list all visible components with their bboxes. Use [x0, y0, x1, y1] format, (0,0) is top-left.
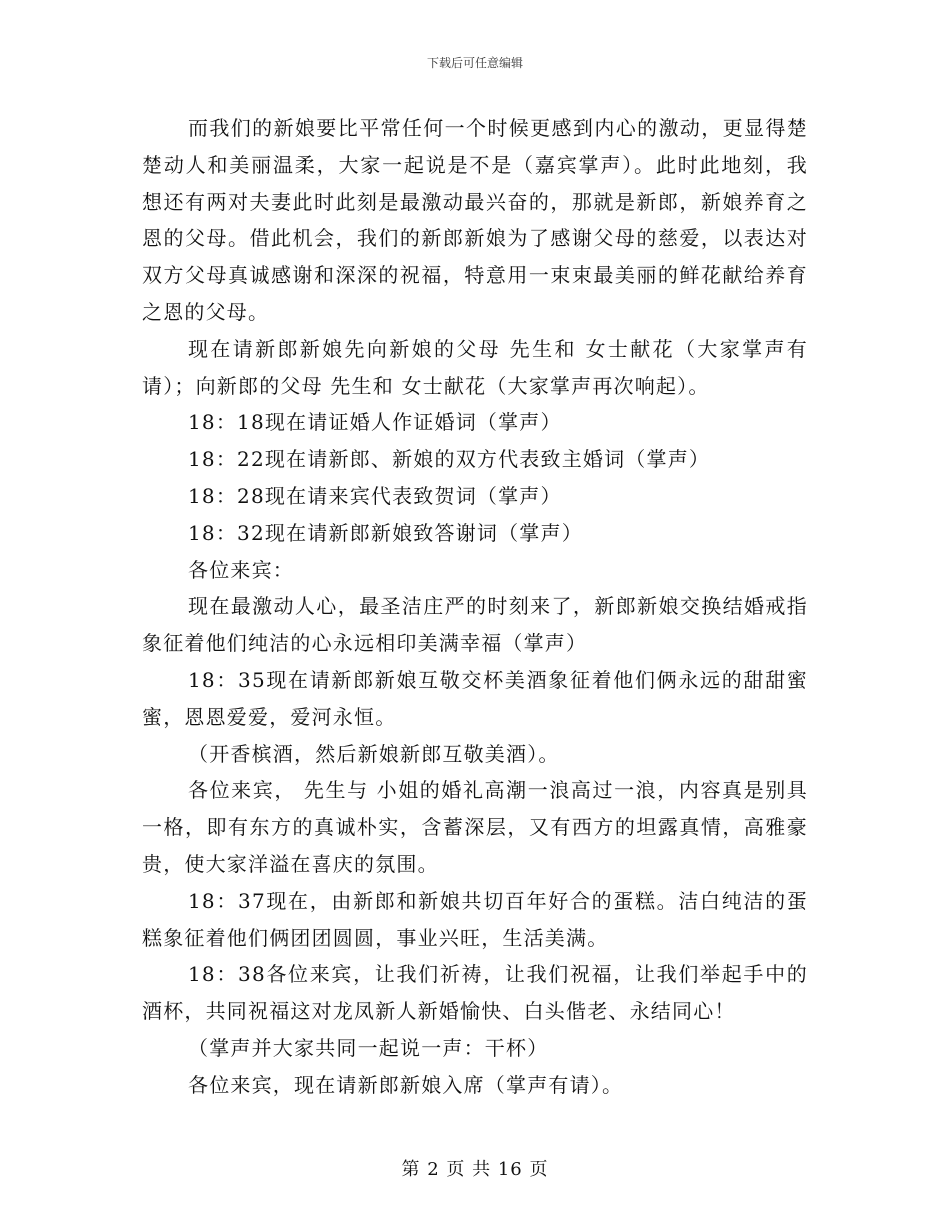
paragraph: 18：35现在请新郎新娘互敬交杯美酒象征着他们俩永远的甜甜蜜蜜，恩恩爱爱，爱河永恒。 [142, 667, 808, 729]
paragraph: 18：37现在，由新郎和新娘共切百年好合的蛋糕。洁白纯洁的蛋糕象征着他们俩团团圆圆，事业兴旺，生活美满。 [142, 888, 808, 950]
document-body [142, 110, 808, 1104]
paragraph: （开香槟酒，然后新娘新郎互敬美酒）。 [188, 741, 560, 766]
paragraph: 18：38各位来宾，让我们祈祷，让我们祝福，让我们举起手中的酒杯，共同祝福这对龙凤新人新婚愉快、白头偕老、永结同心！ [142, 962, 808, 1024]
paragraph: 现在最激动人心，最圣洁庄严的时刻来了，新郎新娘交换结婚戒指象征着他们纯洁的心永远相印美满幸福（掌声） [142, 594, 808, 656]
paragraph: 18：32现在请新郎新娘致答谢词（掌声） [188, 520, 583, 545]
paragraph: 18：22现在请新郎、新娘的双方代表致主婚词（掌声） [188, 447, 711, 472]
page-header: 下载后可任意编辑 [426, 56, 523, 70]
paragraph: 18：18现在请证婚人作证婚词（掌声） [188, 410, 562, 435]
paragraph: 18：28现在请来宾代表致贺词（掌声） [188, 483, 562, 508]
paragraph: 各位来宾： [188, 557, 294, 582]
paragraph: 各位来宾，现在请新郎新娘入席（掌声有请）。 [188, 1072, 624, 1097]
paragraph: 而我们的新娘要比平常任何一个时候更感到内心的激动，更显得楚楚动人和美丽温柔，大家一起说是不是（嘉宾掌声）。此时此地刻，我想还有两对夫妻此时此刻是最激动最兴奋的，那就是新郎，新娘养育之恩的父母。借此机会，我们的新郎新娘为了感谢父母的慈爱，以表达对双方父母真诚感谢和深深的祝福，特意用一束束最美丽的鲜花献给养育之恩的父母。 [142, 116, 808, 324]
paragraph: 各位来宾， 先生与 小姐的婚礼高潮一浪高过一浪，内容真是别具一格，即有东方的真诚朴实，含蓄深层，又有西方的坦露真情，高雅豪贵，使大家洋溢在喜庆的氛围。 [142, 778, 808, 876]
page-number: 第 2 页 共 16 页 [401, 1159, 549, 1180]
paragraph: 现在请新郎新娘先向新娘的父母 先生和 女士献花（大家掌声有请）；向新郎的父母 先生和 女士献花（大家掌声再次响起）。 [142, 336, 808, 398]
paragraph: （掌声并大家共同一起说一声：干杯） [188, 1035, 549, 1060]
